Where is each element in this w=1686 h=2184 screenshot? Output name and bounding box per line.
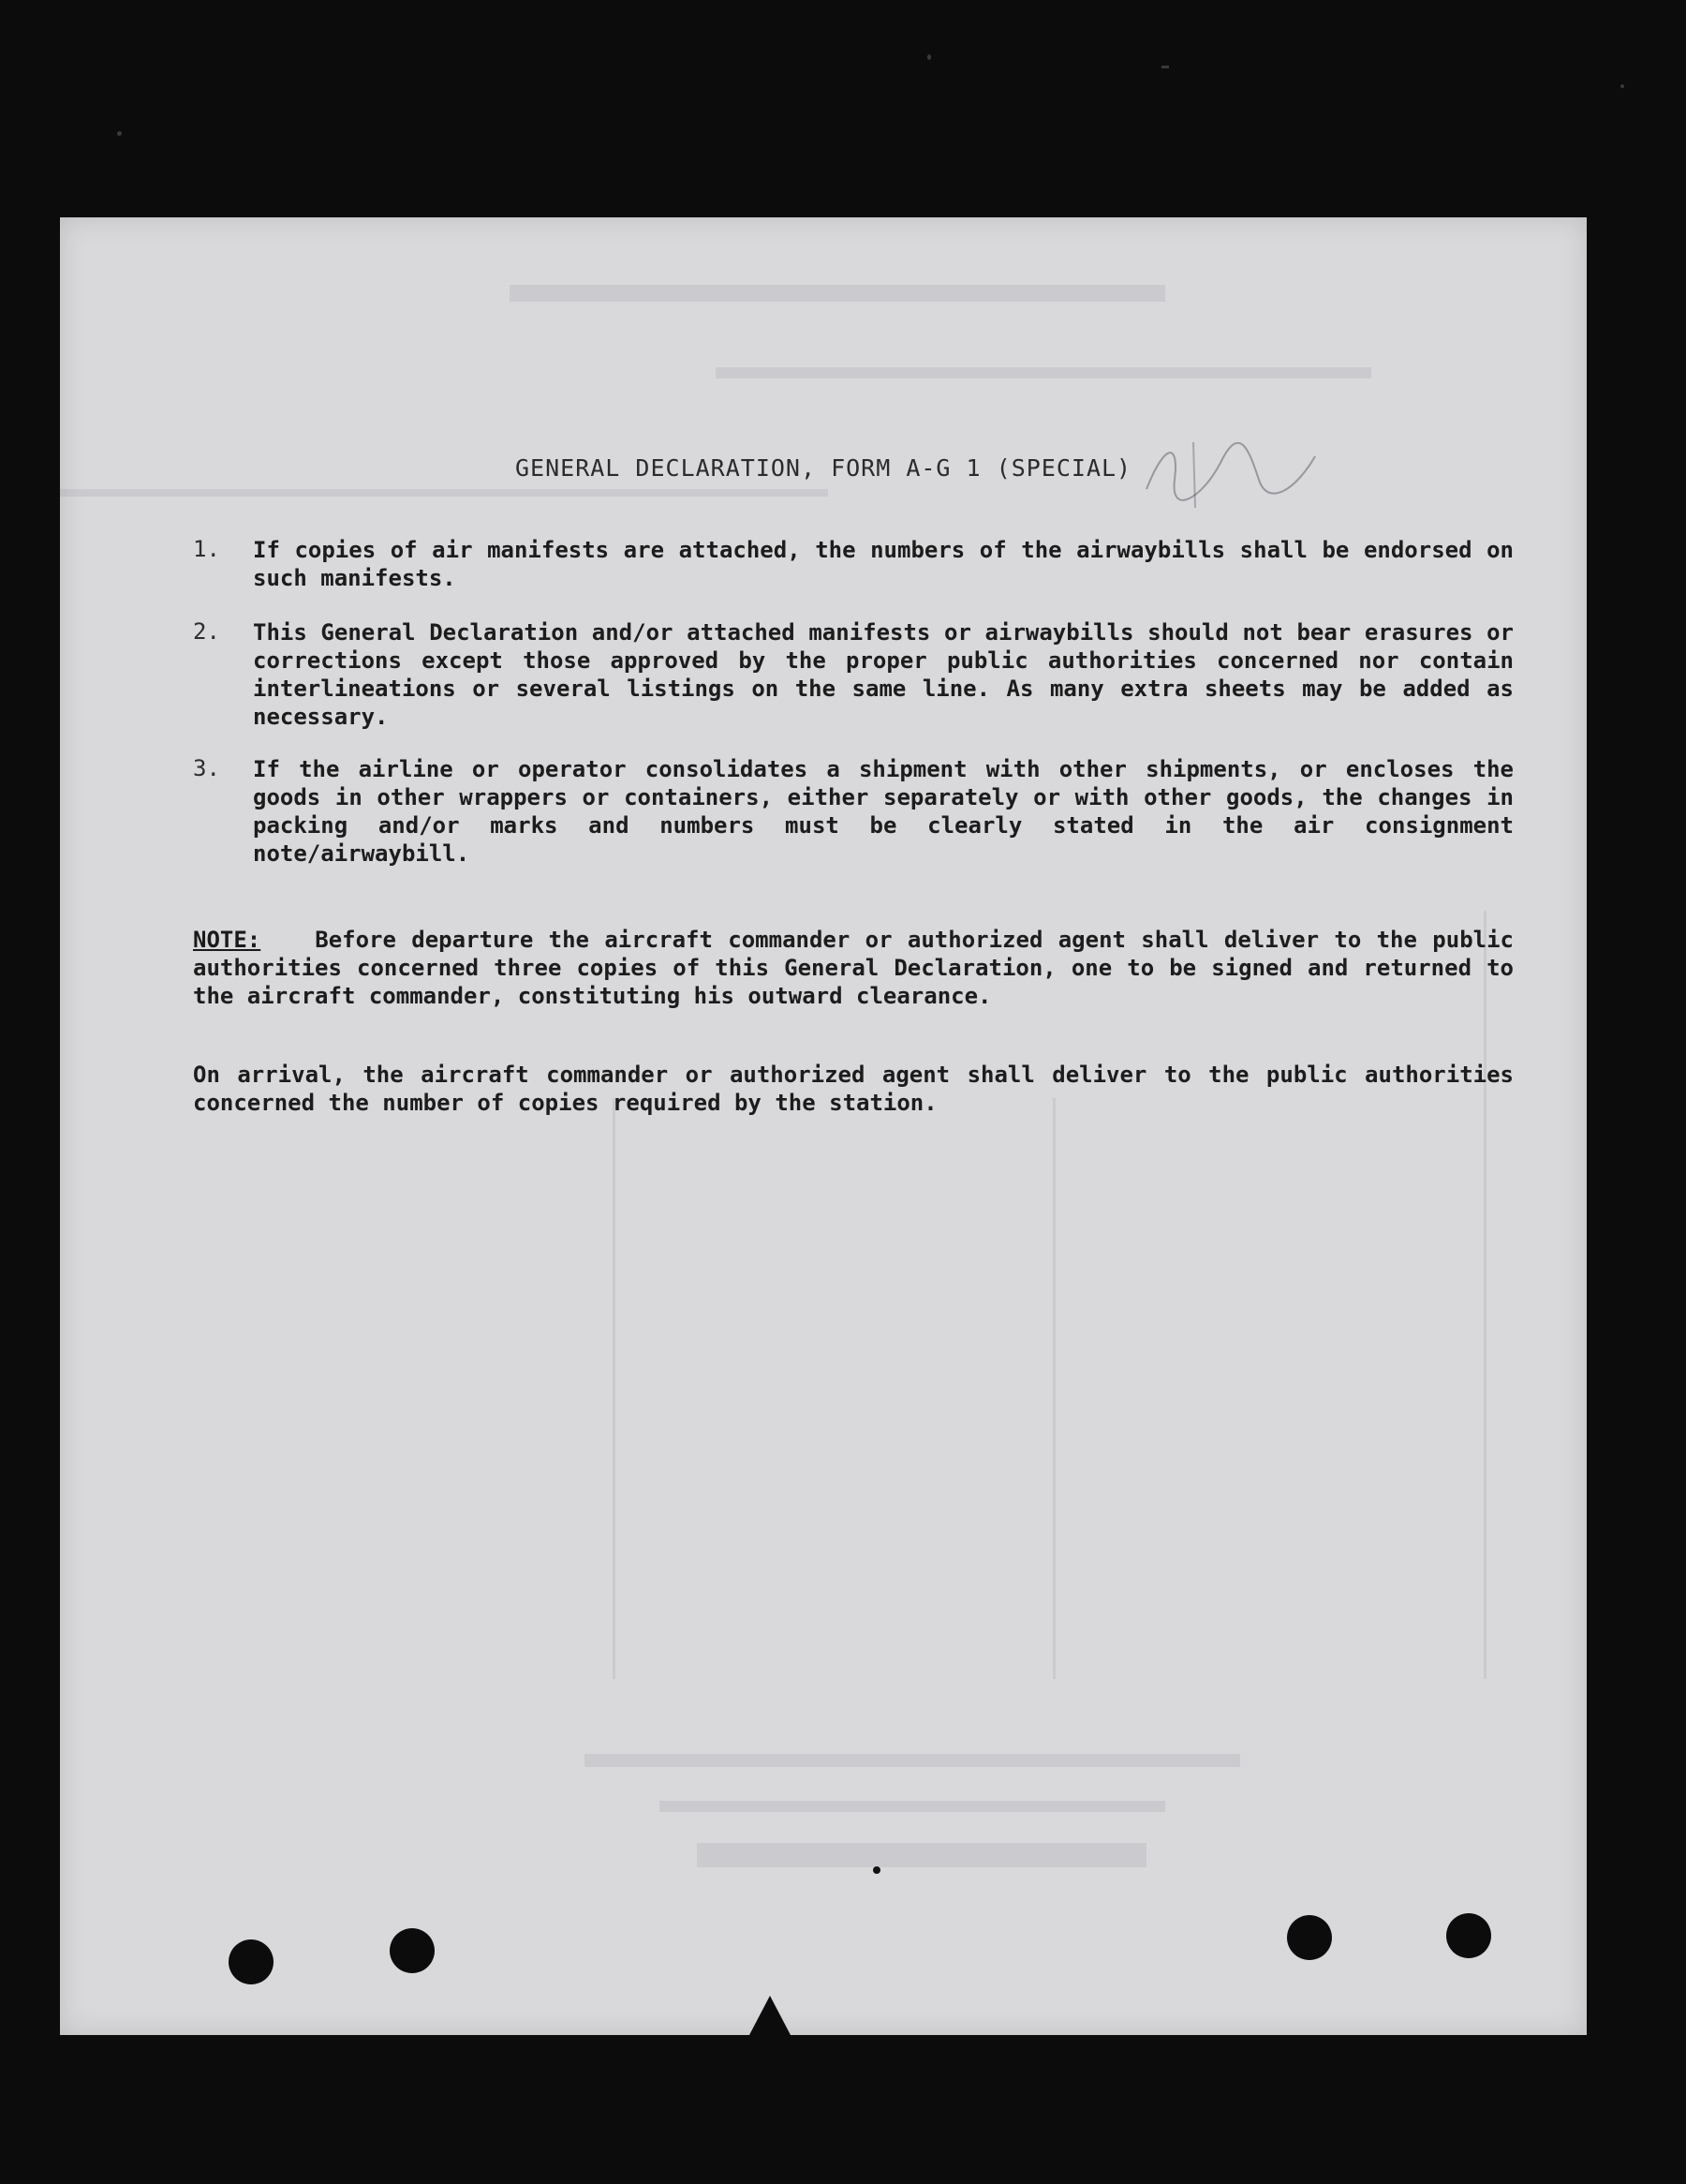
bleed-through-line [697,1843,1146,1867]
bleed-through-line [716,367,1371,379]
punch-hole [1446,1913,1491,1958]
form-title: GENERAL DECLARATION, FORM A-G 1 (SPECIAL) [515,454,1132,482]
bleed-through-line [60,489,828,497]
item-number: 1. [193,536,220,562]
punch-hole [229,1939,274,1984]
bleed-through-line [659,1801,1165,1812]
arrival-paragraph [193,1061,1514,1117]
note-text: Before departure the aircraft commander or authorized agent shall deliver to the public authorities concerned three copies of this General Declaration, one to be signed and returned to the aircraft commander, constituting his outward clearance. [193,927,1514,1009]
bleed-through-stamp [1343,1454,1367,1500]
item-number: 3. [193,755,220,781]
bleed-through-line [584,1754,1240,1767]
ink-dot [873,1866,880,1874]
bleed-through-line [1053,1098,1056,1679]
page-tear [749,1996,791,2035]
item-text: If the airline or operator consolidates a shipment with other shipments, or encloses the goods in other wrappers or containers, either separately or with other goods, the changes in packing and/or marks and numbers must be clearly stated in the air consignment note/airwaybill. [253,756,1514,867]
item-text: If copies of air manifests are attached, the numbers of the airwaybills shall be endorsed on such manifests. [253,537,1514,591]
punch-hole [390,1928,435,1973]
scan-speck [117,131,122,136]
item-text: This General Declaration and/or attached manifests or airwaybills should not bear erasures or corrections except those approved by the proper public authorities concerned nor contain interlineations or several listings on the same line. As many extra sheets may be added as necessary. [253,619,1514,730]
scan-speck [1620,84,1624,88]
scan-speck [927,54,931,60]
scan-speck [1161,66,1169,68]
note-label: NOTE: [193,927,261,953]
handwritten-mark [1137,423,1324,517]
item-number: 2. [193,618,220,645]
punch-hole [1287,1915,1332,1960]
arrival-text: On arrival, the aircraft commander or authorized agent shall deliver to the public authorities concerned the number of copies required by the station. [193,1062,1514,1116]
bleed-through-line [1484,911,1486,1679]
note-paragraph [193,926,1514,1010]
bleed-through-text [435,275,455,304]
bleed-through-line [613,1098,615,1679]
document-page [60,217,1587,2035]
bleed-through-line [510,285,1165,302]
